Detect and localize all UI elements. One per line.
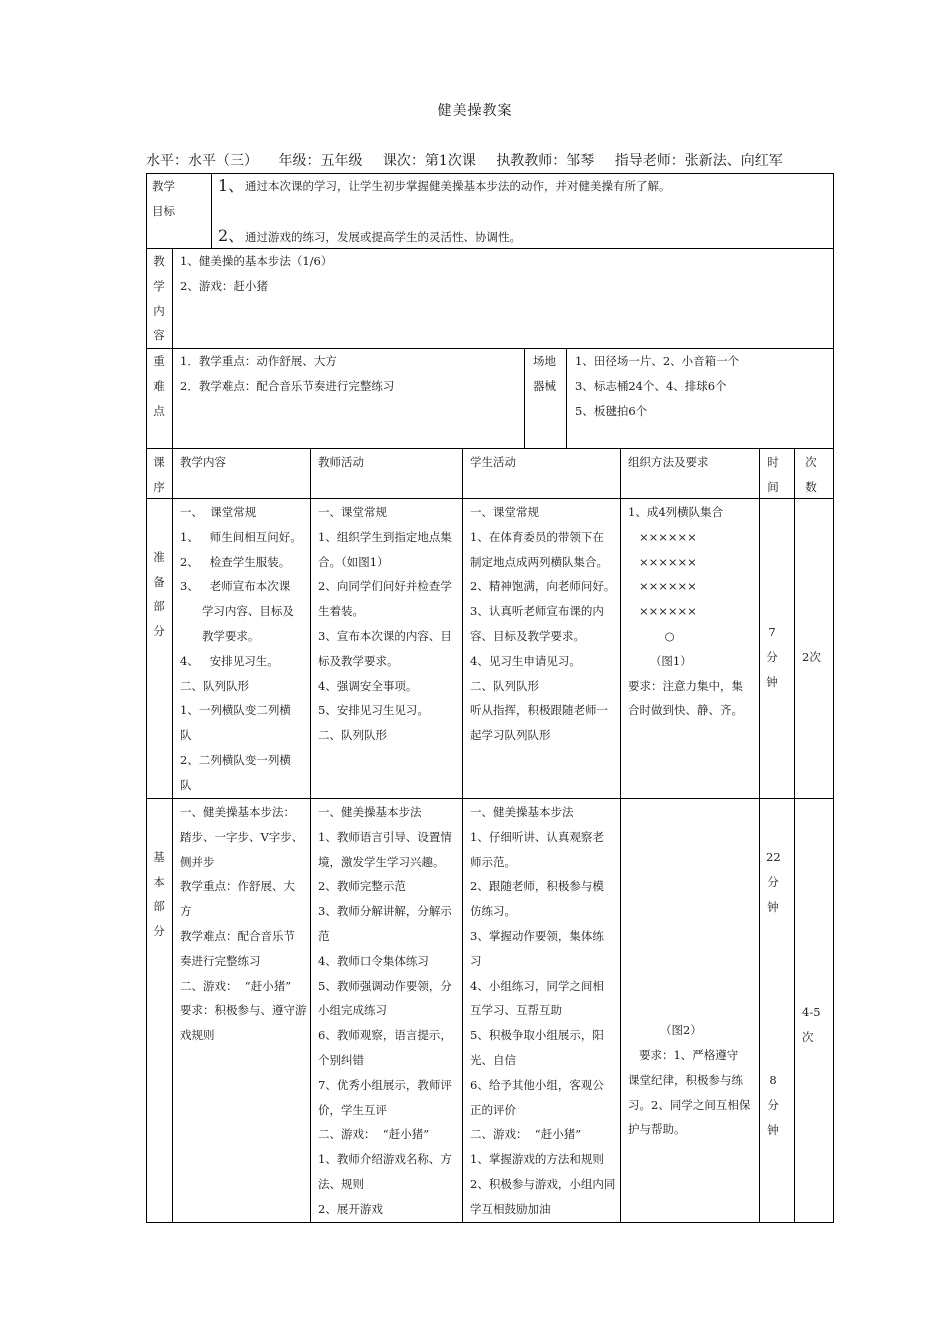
content-text: 1、健美操的基本步法（1/6） 2、游戏：赶小猪 — [180, 254, 333, 293]
header-seq: 课 序 — [153, 455, 165, 494]
basic-org-figure: （图2） — [660, 1023, 702, 1037]
header-teacher: 教师活动 — [318, 455, 364, 469]
prep-content: 一、 课堂常规 1、 师生间相互问好。 2、 检查学生服装。 3、 老师宣布本次课 学习内容、目标及 教学要求。 4、 安排见习生。 二、队列队形 1、一列横队变二列横 队 2、二列横队变一列横 队 — [180, 505, 302, 792]
equipment-text: 1、田径场一片、2、小音箱一个 3、标志桶24个、4、排球6个 5、板毽拍6个 — [575, 354, 740, 418]
header-student: 学生活动 — [470, 455, 516, 469]
prep-label: 准 备 部 分 — [153, 550, 165, 638]
header-count: 次 数 — [805, 455, 817, 494]
meta-grade: 年级：五年级 — [278, 153, 363, 169]
basic-count: 4-5 次 — [802, 1005, 821, 1044]
goal-1-number: 1、 — [218, 176, 245, 195]
meta-level: 水平：水平（三） — [146, 153, 258, 169]
basic-org-requirements: 要求：1、严格遵守 课堂纪律，积极参与练 习。2、同学之间互相保 护与帮助。 — [628, 1048, 751, 1137]
prep-count: 2次 — [802, 650, 821, 664]
basic-label: 基 本 部 分 — [153, 850, 165, 938]
prep-teacher: 一、课堂常规 1、组织学生到指定地点集 合。（如图1） 2、向同学们问好并检查学 生着装。 3、宣布本次课的内容、目 标及教学要求。 4、强调安全事项。 5、安排见习生见习。 二、队列队形 — [318, 505, 452, 743]
prep-org: 1、成4列横队集合 ×××××× ×××××× ×××××× ×××××× ○ （图1） 要求：注意力集中，集 合时做到快、静、齐。 — [628, 505, 743, 718]
basic-time-1: 22 分 钟 — [766, 850, 781, 914]
difficulty-text: 1．教学重点：动作舒展、大方 2．教学难点：配合音乐节奏进行完整练习 — [180, 354, 395, 393]
prep-time: 7 分 钟 — [766, 625, 778, 689]
header-content: 教学内容 — [180, 455, 226, 469]
equipment-label: 场地 器械 — [533, 354, 556, 393]
goal-2-number: 2、 — [218, 226, 245, 245]
content-label: 教 学 内 容 — [153, 254, 165, 343]
basic-content: 一、健美操基本步法： 踏步、一字步、V字步、 侧并步 教学重点：作舒展、大 方 教学难点：配合音乐节 奏进行完整练习 二、游戏： “赶小猪” 要求：积极参与、遵守游 戏规则 — [180, 805, 307, 1043]
prep-student: 一、课堂常规 1、在体育委员的带领下在 制定地点成两列横队集合。 2、精神饱满，向老师问好。 3、认真听老师宣布课的内 容、目标及教学要求。 4、见习生申请见习。 二、队列队形 听从指挥，积极跟随老师一 起学习队列队形 — [470, 505, 616, 743]
basic-teacher: 一、健美操基本步法 1、教师语言引导、设置情 境，激发学生学习兴趣。 2、教师完整示范 3、教师分解讲解，分解示 范 4、教师口令集体练习 5、教师强调动作要领，分 小组完成练习 6、教师观察，语言提示， 个别纠错 7、优秀小组展示，教师评 价，学生互评 二、游戏： “赶小猪” 1、教师介绍游戏名称、方 法、规则 2、展开游戏 — [318, 805, 452, 1216]
goal-1-text: 通过本次课的学习，让学生初步掌握健美操基本步法的动作，并对健美操有所了解。 — [245, 179, 671, 193]
basic-student: 一、健美操基本步法 1、仔细听讲、认真观察老 师示范。 2、跟随老师，积极参与模 仿练习。 3、掌握动作要领，集体练 习 4、小组练习，同学之间相 互学习、互帮互助 5、积极争取小组展示，阳 光、自信 6、给予其他小组，客观公 正的评价 二、游戏： “赶小猪” 1、掌握游戏的方法和规则 2、积极参与游戏，小组内同 学互相鼓励加油 — [470, 805, 616, 1216]
meta-lesson: 课次：第1次课 — [382, 153, 476, 169]
header-org: 组织方法及要求 — [628, 455, 709, 469]
page-title: 健美操教案 — [437, 103, 513, 119]
meta-teacher: 执教教师：邹琴 — [496, 153, 595, 169]
meta-advisor: 指导老师：张新法、向红军 — [614, 153, 783, 169]
lesson-meta — [146, 150, 836, 170]
header-time: 时 间 — [767, 455, 779, 494]
difficulty-label: 重 难 点 — [153, 354, 165, 418]
basic-time-2: 8 分 钟 — [767, 1073, 779, 1137]
goal-2-text: 通过游戏的练习，发展或提高学生的灵活性、协调性。 — [245, 230, 521, 244]
goals-label: 教学 目标 — [152, 179, 175, 218]
